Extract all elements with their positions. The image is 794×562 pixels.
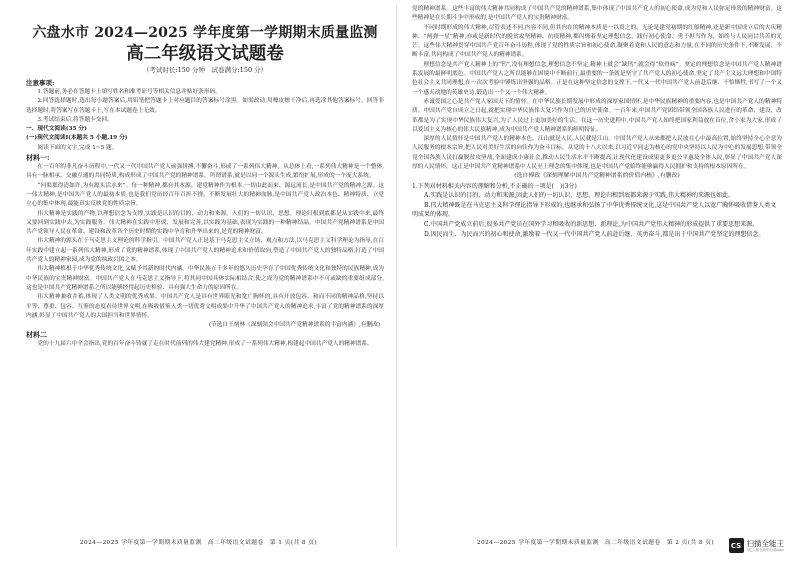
answer-option: D.因民而生、为民而兴的初心和使命,激励着一代又一代中国共产党人前赴后继、英勇奋斗,都是出于中国共产党坚定的理想信念。 — [424, 230, 765, 238]
material-source: (节选自王炳林《深刻领会中国共产党精神谱系的丰富内涵》,有删改) — [208, 322, 380, 329]
subsection-heading: (一)现代文阅读Ⅰ(本题共 5 小题,19 分) — [26, 135, 128, 142]
watermark-name: 扫描全能王 — [746, 538, 784, 548]
exam-duration: （考试时长:150 分钟 试卷满分:150 分） — [142, 66, 268, 74]
reading-instruction: 阅读下面的文字,完成 1~5 题。 — [37, 144, 118, 151]
page-right-content — [412, 5, 782, 239]
page-left-content — [26, 24, 384, 350]
section-heading: 一、现代文阅读(35 分) — [26, 126, 87, 133]
paragraph: “问渠那得清如许,为有源头活水来”。每一种精神,都有其本源。建党精神作为根本,一切由此而来、源远流长,是中国共产党的精神之源。这一伟大精神,是中国共产党人的最初本质,也是我们党历经百年百折不挠、不断发展壮大的精神血脉,是中国共产党人政治本色、精神特质、立党立心的集中体现,最能真实反映党的性质宗旨。 — [26, 182, 384, 208]
notice-item: 3.考试结束后,将答题卡交回。 — [37, 116, 113, 123]
paragraph: 党的精神谱系。这些丰富的伟大精神共同构成了中国共产党的精神谱系,集中体现了中国共产党人的初心使命,成为党和人民弥足珍贵的精神财富。这些精神是在长期斗争中形成的,是中国共产党人的宝贵精神财富。 — [412, 6, 782, 22]
notice-heading: 注意事项: — [26, 79, 55, 87]
paragraph: 党的十九届六中全会指出,党的百年奋斗铸就了走在时代前列的伟大建党精神,形成了一系列伟大精神,构建起中国共产党人的精神谱系。 — [37, 341, 373, 348]
scanner-watermark — [729, 538, 785, 553]
page-footer: 2024—2025 学年度第一学期期末质量监测 高二年级语文试题卷 第 1 页(共 8 页) — [79, 540, 318, 546]
exam-title: 六盘水市 2024—2025 学年度第一学期期末质量监测 — [32, 25, 378, 41]
answer-option: A.实践是认识的目的、动力和来源,因此人们的一切认识、思想、理论归根到底都来源于实践,伟大精神的来源也如此。 — [424, 192, 735, 200]
material-source: (选自傅政《深刻理解中国共产党精神谱系的价值内核》,有删改) — [514, 173, 680, 180]
paragraph: 伟大精神的源头在于马克思主义理论的科学指引。中国共产党人正是基于马克思主义立场、观点和方法,以马克思主义科学理论为指导,在百年实践中建立起一系列伟大精神,形成了党的精神谱系,体现了中国共产党人的精神追求和价值取向,塑造了中国共产党人的独特品格,打造了中国共产党人的精神家园,成为党的执政兴国之本。 — [26, 238, 384, 264]
paragraph: 不同时期形成的伟大精神,尽管表述不同,内容不同,但其内在的精神本质是一以贯之的。无论是建党初期的红船精神,还是新中国成立后的大庆精神、“两弹一星”精神,亦或是新时代的脱贫攻坚精神、抗疫精神,都闪烁着坚定理想信念、践行初心使命、勇于担当作为、始终与人民同甘共苦的光芒。这些伟大精神贯穿中国共产党百年奋斗历程,体现了党的性质宗旨和初心使命,凝聚着党和人民的意志和力量,在不同的历史条件下,不断发展、不断丰富,共同构成了中国共产党人的精神谱系。 — [412, 24, 782, 59]
answer-option: C.中国共产党成立前后,很多共产党员在国外学习和吸收的新思想、新理论,为中国共产党伟大精神的形成提供了重要思想来源。 — [424, 221, 759, 229]
paragraph: 赤诚爱国之心是共产党人家国天下的情怀。在中华民族长期发展中形成的深厚家国情怀,是中华民族精神的重要内容,也是中国共产党人的精神特质。中国共产党自成立之日起,就把实现中华民族伟大复兴作为自己的历史使命。一百年来,中国共产党团结带领全国各族人民进行的革命、建设、改革都是为了实现中华民族伟大复兴,为了人民过上更加美好的生活。在这一历史进程中,中国共产党人始终把国家利益放在首位,舍小家为大家,形成了以爱国主义为核心的伟大民族精神,成为中国共产党人精神谱系的鲜明特征。 — [412, 98, 782, 133]
material-heading: 材料一: — [26, 153, 50, 163]
notice-item: 2.回答选择题时,选出每小题答案后,用铅笔把答题卡上对应题目的答案标号涂黑。如需改动,用橡皮擦干净后,再选涂其他答案标号。回答非选择题时,将答案写在答题卡上,写在本试题卷上无效。 — [26, 98, 384, 114]
paragraph: 伟大精神植根于中华优秀传统文化,又赋予其新的时代内涵。中华民族五千多年的悠久历史孕育了中国优秀传统文化和独特的民族精神,成为中华民族的宝贵精神财富。中国共产党人在马克思主义指导下,将其同中国具体实际相结合,使之成为党的精神谱系中不可或缺的重要组成部分,这也是中国共产党精神谱系之所以能够经得起历史检验、具有强大生命力的原因所在。 — [26, 266, 384, 291]
page-right — [397, 0, 794, 562]
notice-item: 1.答题前,务必在答题卡上填写姓名和准考证号等相关信息并贴好条形码。 — [37, 89, 221, 95]
question: 1.下列对材料相关内容的理解和分析,不正确的一项是( )(3分) — [412, 182, 577, 190]
camscanner-logo-icon: CS — [729, 538, 744, 553]
watermark-text — [747, 539, 785, 553]
paragraph: 在一百年的非凡奋斗历程中,一代又一代中国共产党人顽强拼搏,不懈奋斗,形成了一系列伟大精神。从总体上看,一系列伟大精神是一个整体,具有一脉相承、交融互通的共同特质,构成形成了中国共产党的精神谱系。所谓谱系,就是以同一个源头生成,繁衍扩展,形成的一个庞大系统。 — [26, 164, 384, 180]
material-heading: 材料二 — [26, 330, 47, 340]
paragraph: 伟大精神兼收并蓄,体现了人类文明的优秀成果。中国共产党人是具有世界眼光和宽广胸怀的,具有开放包容、和而不同的精神品格,坚持以平等、尊重、包容、互鉴的态度看待世界文明,在吸收借鉴人类一切优秀文明成果中升华了中国共产党人的精神追求,丰富了党的精神谱系的深厚内涵,彰显了中国共产党人的大国担当和世界情怀。 — [26, 294, 384, 319]
exam-subtitle: 高二年级语文试题卷 — [126, 44, 284, 64]
watermark-tagline: 3亿人都在用的扫描App — [746, 547, 784, 552]
paragraph: 深厚的人民情怀是中国共产党人的精神本色。江山就是人民,人民就是江山。中国共产党人从来都把人民放在心中最高位置,始终坚持全心全意为人民服务的根本宗旨,把人民对美好生活的向往作为奋斗目标。从党的十八大以来,以习近平同志为核心的党中央坚持以人民为中心的发展思想,带领全党全国各族人民打赢脱贫攻坚战,全面建成小康社会,推动人民生活水平不断提高,让现代化建设成果更多更公平惠及全体人民,彰显了中国共产党人深厚的人民情怀。这正是中国共产党精神谱系中人民至上理念的集中体现,也是中国共产党始终能够赢得人民拥护和支持的根本原因所在。 — [412, 136, 782, 171]
paragraph: 伟大精神是实践的产物,以理想信念为支撑,实践是认识的目的、动力和来源。人们的一切认识、思想、理论归根到底都是从实践中来,最终又要回到实践中去,为实践服务。伟大精神在实践中形成、发展和完善,以实践为基础,表现为实践的一种精神结晶。中国共产党精神谱系是中国共产党领导人民在革命、建设和改革各个历史时期的实践中孕育和升华出来的,是党的精神财富。 — [26, 210, 384, 236]
answer-option: B.伟大精神既是在马克思主义科学理论指导下形成的,也继承和弘扬了中华优秀传统文化,这是中国共产党人以宽广胸怀吸收借鉴人类文明成果的体现。 — [412, 201, 777, 219]
page-footer: 2024—2025 学年度第一学期期末质量监测 高二年级语文试题卷 第 2 页(共 8 页) — [476, 540, 715, 546]
paragraph: 理想信念是共产党人精神上的“钙”,没有理想信念,理想信念不坚定,精神上就会“缺钙”,就会得“软骨病”。坚定的理想信念是中国共产党人精神谱系发展的最鲜明底色。中国共产党人之所以能够在困境中不断前行,最重要的一条就是坚守了共产党人的初心使命,坚定了共产主义远大理想和中国特色社会主义共同理想,在一次次考验中锤炼出坚强的品格。正是在这种坚定信念的支撑下,一代又一代中国共产党人前赴后继、不怕牺牲,书写了一个又一个感天动地的英雄史诗,锻造出一个又一个伟大精神。 — [412, 61, 782, 96]
